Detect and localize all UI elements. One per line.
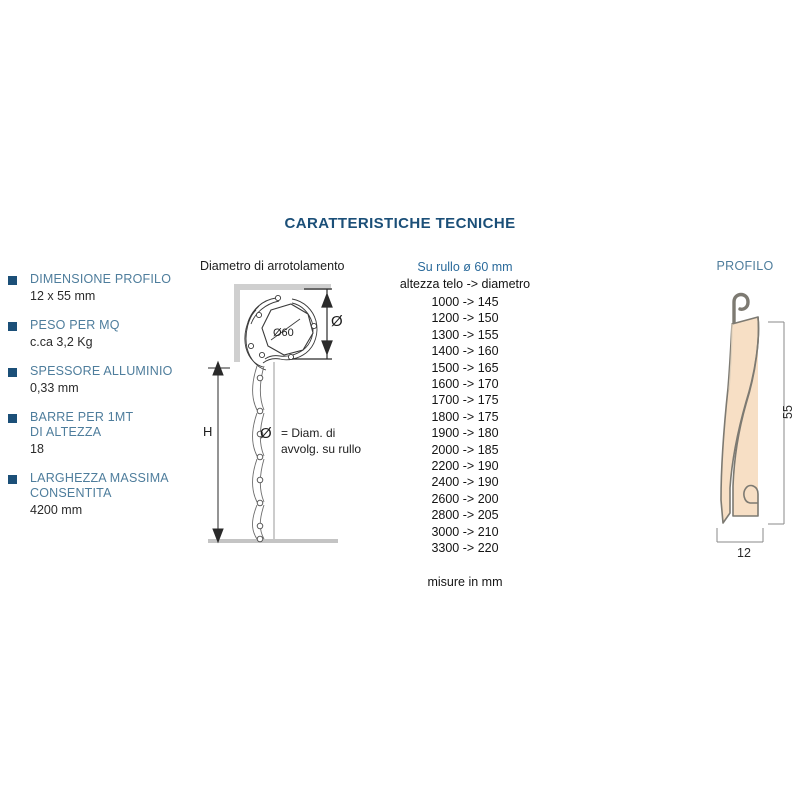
row-height: 1700	[431, 393, 460, 408]
spec-value: 0,33 mm	[30, 381, 79, 395]
row-separator: ->	[459, 377, 478, 392]
row-separator: ->	[459, 327, 478, 342]
roll-table-subtitle: altezza telo -> diametro	[399, 277, 531, 291]
winding-diagram	[196, 258, 386, 558]
row-diameter: 175	[477, 409, 499, 424]
spec-heading: BARRE PER 1MT DI ALTEZZA	[30, 410, 134, 439]
row-height: 1800	[431, 409, 460, 424]
row-separator: ->	[459, 459, 478, 474]
row-separator: ->	[459, 295, 478, 309]
table-row	[370, 425, 560, 441]
row-diameter: 190	[477, 475, 499, 490]
profile-width-dimension-icon	[717, 528, 763, 542]
row-height: 2000	[431, 442, 460, 457]
row-height: 3300	[431, 541, 460, 556]
row-diameter: 205	[477, 508, 499, 523]
row-height: 1400	[431, 344, 460, 359]
row-separator: ->	[459, 360, 478, 375]
spec-heading: PESO PER MQ	[30, 318, 120, 332]
profile-drawing	[688, 280, 800, 570]
row-height: 1200	[431, 311, 460, 326]
row-diameter: 210	[477, 524, 499, 539]
spec-heading: DIMENSIONE PROFILO	[30, 272, 172, 286]
row-separator: ->	[459, 524, 478, 539]
row-separator: ->	[459, 491, 478, 506]
row-height: 2800	[431, 508, 460, 523]
roller-diameter-label: Ø60	[273, 327, 294, 339]
spec-heading: LARGHEZZA MASSIMA CONSENTITA	[30, 471, 169, 500]
row-separator: ->	[459, 541, 478, 556]
winding-diagram-caption: Diametro di arrotolamento	[200, 259, 345, 273]
row-diameter: 180	[477, 426, 499, 441]
table-row	[370, 360, 560, 376]
table-row	[370, 327, 560, 343]
row-diameter: 185	[477, 442, 499, 457]
row-diameter: 175	[477, 393, 499, 408]
floor-line-icon	[208, 539, 338, 543]
spec-value: 4200 mm	[30, 503, 83, 517]
table-row	[370, 392, 560, 408]
row-separator: ->	[459, 442, 478, 457]
roll-diameter-table	[370, 259, 560, 589]
roll-table-title: Su rullo ø 60 mm	[417, 260, 513, 274]
spec-bullet-icon	[8, 414, 17, 423]
table-row	[370, 474, 560, 490]
table-row	[370, 343, 560, 359]
profile-title: PROFILO	[716, 259, 774, 273]
row-diameter: 220	[477, 541, 499, 556]
table-row	[370, 310, 560, 326]
row-height: 3000	[431, 524, 460, 539]
row-diameter: 200	[477, 491, 499, 506]
row-diameter: 170	[477, 377, 499, 392]
table-row	[370, 442, 560, 458]
row-height: 2200	[431, 459, 460, 474]
table-row	[370, 491, 560, 507]
spec-bullet-icon	[8, 368, 17, 377]
row-diameter: 150	[477, 311, 499, 326]
row-height: 1600	[431, 377, 460, 392]
spec-item	[8, 272, 193, 304]
row-diameter: 190	[477, 459, 499, 474]
specifications-list	[8, 272, 193, 532]
table-row	[370, 458, 560, 474]
row-height: 1300	[431, 327, 460, 342]
spec-value: 18	[30, 442, 44, 456]
row-separator: ->	[459, 311, 478, 326]
row-height: 1900	[431, 426, 460, 441]
row-separator: ->	[459, 344, 478, 359]
spec-bullet-icon	[8, 276, 17, 285]
row-separator: ->	[459, 409, 478, 424]
spec-item	[8, 410, 193, 457]
profile-height-label: 55	[780, 405, 795, 419]
spec-heading: SPESSORE ALLUMINIO	[30, 364, 173, 378]
table-row	[370, 409, 560, 425]
table-row	[370, 507, 560, 523]
legend-diameter-symbol: Ø	[260, 425, 272, 442]
row-separator: ->	[459, 393, 478, 408]
h-dimension-icon	[208, 362, 230, 542]
winding-diagram-legend: = Diam. di avvolg. su rullo	[281, 426, 362, 456]
row-height: 2400	[431, 475, 460, 490]
row-height: 2600	[431, 491, 460, 506]
slat-joints-icon	[257, 375, 263, 542]
table-row	[370, 540, 560, 556]
table-row	[370, 376, 560, 392]
roll-table-rows	[370, 294, 560, 557]
row-separator: ->	[459, 475, 478, 490]
table-row	[370, 524, 560, 540]
row-height: 1000	[431, 295, 460, 309]
diameter-symbol-label: Ø	[331, 313, 343, 330]
page-title: CARATTERISTICHE TECNICHE	[284, 215, 516, 232]
row-diameter: 155	[477, 327, 499, 342]
row-diameter: 145	[477, 295, 499, 309]
roll-table-footer: misure in mm	[427, 574, 503, 589]
spec-value: 12 x 55 mm	[30, 289, 96, 303]
row-diameter: 160	[477, 344, 499, 359]
h-dimension-label: H	[203, 424, 213, 439]
row-separator: ->	[459, 426, 478, 441]
spec-item	[8, 364, 193, 396]
spec-value: c.ca 3,2 Kg	[30, 335, 93, 349]
spec-item	[8, 471, 193, 518]
row-separator: ->	[459, 508, 478, 523]
spec-bullet-icon	[8, 475, 17, 484]
row-height: 1500	[431, 360, 460, 375]
table-row	[370, 294, 560, 310]
profile-height-dimension-icon	[768, 322, 784, 524]
row-diameter: 165	[477, 360, 499, 375]
hanging-slats-icon	[253, 366, 265, 539]
profile-width-label: 12	[737, 546, 751, 560]
spec-item	[8, 318, 193, 350]
spec-bullet-icon	[8, 322, 17, 331]
